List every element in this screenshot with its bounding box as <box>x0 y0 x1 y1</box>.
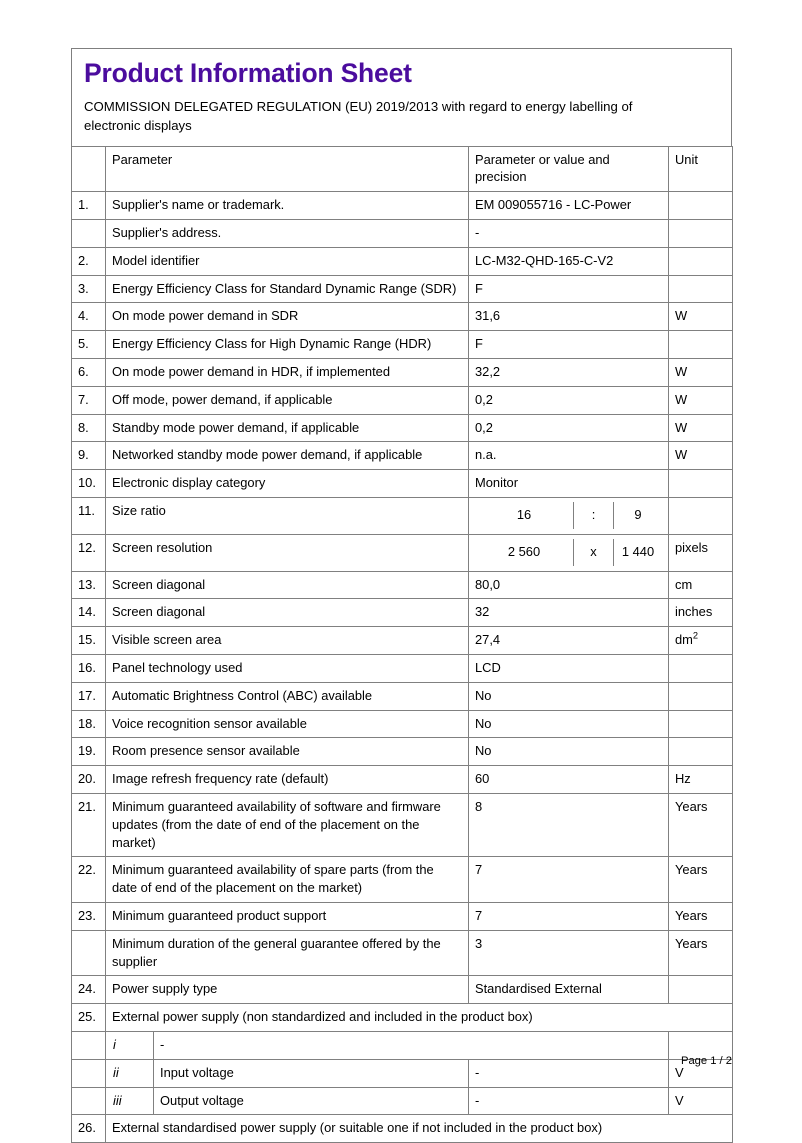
table-row <box>72 857 733 903</box>
row-parameter-label: Voice recognition sensor available <box>106 710 469 738</box>
row-unit <box>669 738 733 766</box>
row-unit <box>669 654 733 682</box>
row-index: 16. <box>72 654 106 682</box>
row-unit: Years <box>669 793 733 856</box>
row-unit: Years <box>669 930 733 976</box>
split-value-second: 1 440 <box>621 543 655 559</box>
row-parameter-label: Energy Efficiency Class for Standard Dynamic Range (SDR) <box>106 275 469 303</box>
row-value: n.a. <box>469 442 669 470</box>
row-parameter-label: Screen resolution <box>106 534 469 571</box>
row-unit <box>669 710 733 738</box>
subrow-unit: V <box>669 1059 733 1087</box>
row-unit: W <box>669 442 733 470</box>
row-parameter-label: Energy Efficiency Class for High Dynamic Range (HDR) <box>106 331 469 359</box>
row-parameter-label: Power supply type <box>106 976 469 1004</box>
row-index: 8. <box>72 414 106 442</box>
table-subrow <box>72 1087 733 1115</box>
subrow-value: - <box>469 1059 669 1087</box>
table-row <box>72 414 733 442</box>
row-unit <box>669 470 733 498</box>
row-unit: inches <box>669 599 733 627</box>
row-parameter-label: On mode power demand in SDR <box>106 303 469 331</box>
row-index: 18. <box>72 710 106 738</box>
table-row <box>72 358 733 386</box>
table-row <box>72 930 733 976</box>
row-unit <box>669 192 733 220</box>
header-index <box>72 146 106 192</box>
row-index: 5. <box>72 331 106 359</box>
row-value: Monitor <box>469 470 669 498</box>
row-value: 31,6 <box>469 303 669 331</box>
table-row <box>72 738 733 766</box>
row-index: 2. <box>72 247 106 275</box>
row-parameter-label: Supplier's name or trademark. <box>106 192 469 220</box>
row-index: 4. <box>72 303 106 331</box>
split-value-second: 9 <box>634 506 642 522</box>
table-body <box>72 146 733 1142</box>
row-index: 7. <box>72 386 106 414</box>
row-unit <box>669 497 733 534</box>
table-row <box>72 682 733 710</box>
row-unit <box>669 976 733 1004</box>
row-parameter-label: Automatic Brightness Control (ABC) available <box>106 682 469 710</box>
row-index: 12. <box>72 534 106 571</box>
row-unit <box>669 682 733 710</box>
row-parameter-label: Off mode, power demand, if applicable <box>106 386 469 414</box>
table-section-row <box>72 1115 733 1143</box>
subrow-value: - <box>469 1087 669 1115</box>
product-information-table <box>71 146 733 1143</box>
row-parameter-label: Model identifier <box>106 247 469 275</box>
table-row <box>72 192 733 220</box>
row-index: 25. <box>72 1004 106 1032</box>
row-index <box>72 220 106 248</box>
table-row <box>72 534 733 571</box>
row-value: 27,4 <box>469 627 669 655</box>
row-unit <box>669 247 733 275</box>
table-row <box>72 331 733 359</box>
row-parameter-label: Standby mode power demand, if applicable <box>106 414 469 442</box>
row-unit: cm <box>669 571 733 599</box>
row-parameter-label: Size ratio <box>106 497 469 534</box>
row-unit: Years <box>669 902 733 930</box>
table-row <box>72 654 733 682</box>
table-row <box>72 902 733 930</box>
row-index: 10. <box>72 470 106 498</box>
row-value: 8 <box>469 793 669 856</box>
row-value: 32 <box>469 599 669 627</box>
row-index: 19. <box>72 738 106 766</box>
row-value: No <box>469 710 669 738</box>
table-row <box>72 793 733 856</box>
header-value: Parameter or value and precision <box>469 146 669 192</box>
table-row <box>72 710 733 738</box>
row-value: 3 <box>469 930 669 976</box>
table-row <box>72 247 733 275</box>
table-row <box>72 627 733 655</box>
row-parameter-label: Supplier's address. <box>106 220 469 248</box>
table-row <box>72 442 733 470</box>
row-parameter-label: Networked standby mode power demand, if applicable <box>106 442 469 470</box>
row-parameter-label: Minimum guaranteed availability of software and firmware updates (from the date of end of the placement on the market) <box>106 793 469 856</box>
subrow-unit: V <box>669 1087 733 1115</box>
subrow-label: - <box>160 1036 165 1052</box>
row-parameter-label: Screen diagonal <box>106 571 469 599</box>
row-index: 22. <box>72 857 106 903</box>
row-parameter-label: Screen diagonal <box>106 599 469 627</box>
row-parameter-label: Room presence sensor available <box>106 738 469 766</box>
row-index: 20. <box>72 766 106 794</box>
split-value-first: 2 560 <box>475 539 574 566</box>
table-row <box>72 976 733 1004</box>
page-title: Product Information Sheet <box>84 58 412 88</box>
row-unit: Hz <box>669 766 733 794</box>
split-value-group <box>475 502 662 529</box>
row-value: 0,2 <box>469 414 669 442</box>
row-value: LCD <box>469 654 669 682</box>
row-value: 0,2 <box>469 386 669 414</box>
page-footer: Page 1 / 2 <box>680 1055 732 1067</box>
table-row <box>72 766 733 794</box>
table-row <box>72 303 733 331</box>
row-index: 17. <box>72 682 106 710</box>
row-unit: W <box>669 358 733 386</box>
row-index: 26. <box>72 1115 106 1143</box>
split-value-separator: : <box>574 502 614 529</box>
row-value: 60 <box>469 766 669 794</box>
row-value: F <box>469 275 669 303</box>
row-value: F <box>469 331 669 359</box>
row-index: 11. <box>72 497 106 534</box>
row-value: Standardised External <box>469 976 669 1004</box>
split-value-group <box>475 539 662 566</box>
table-row <box>72 599 733 627</box>
row-parameter-label: Minimum guaranteed availability of spare parts (from the date of end of the placement on the market) <box>106 857 469 903</box>
row-parameter-label: Minimum guaranteed product support <box>106 902 469 930</box>
row-parameter-label: Image refresh frequency rate (default) <box>106 766 469 794</box>
table-header-row <box>72 146 733 192</box>
row-value: 7 <box>469 857 669 903</box>
table-row <box>72 470 733 498</box>
document-header <box>71 48 732 146</box>
row-index: 21. <box>72 793 106 856</box>
section-title: External standardised power supply (or suitable one if not included in the product box) <box>106 1115 733 1143</box>
row-value: 7 <box>469 902 669 930</box>
header-parameter: Parameter <box>106 146 469 192</box>
row-unit <box>669 220 733 248</box>
row-parameter-label: Minimum duration of the general guarantee offered by the supplier <box>106 930 469 976</box>
row-index: 24. <box>72 976 106 1004</box>
row-parameter-label: Visible screen area <box>106 627 469 655</box>
row-value-split <box>469 534 669 571</box>
row-value: EM 009055716 - LC-Power <box>469 192 669 220</box>
product-information-sheet <box>71 48 732 1143</box>
row-index: 14. <box>72 599 106 627</box>
row-value: LC-M32-QHD-165-C-V2 <box>469 247 669 275</box>
row-unit <box>669 275 733 303</box>
row-unit: W <box>669 386 733 414</box>
row-parameter-label: Electronic display category <box>106 470 469 498</box>
row-index: 23. <box>72 902 106 930</box>
row-index <box>72 930 106 976</box>
row-value: 80,0 <box>469 571 669 599</box>
table-section-row <box>72 1004 733 1032</box>
row-unit: $dm^2$ <box>669 627 733 655</box>
subrow-content <box>106 1087 469 1115</box>
row-index: 15. <box>72 627 106 655</box>
row-unit: Years <box>669 857 733 903</box>
row-value: 32,2 <box>469 358 669 386</box>
row-index: 13. <box>72 571 106 599</box>
row-parameter-label: Panel technology used <box>106 654 469 682</box>
table-row <box>72 275 733 303</box>
row-parameter-label: On mode power demand in HDR, if implemented <box>106 358 469 386</box>
regulation-subtitle: COMMISSION DELEGATED REGULATION (EU) 2019/2013 with regard to energy labelling of electronic displays <box>84 99 633 133</box>
subrow-label: Input voltage <box>160 1064 234 1080</box>
row-index: 1. <box>72 192 106 220</box>
subrow-group <box>106 1088 468 1115</box>
row-unit <box>669 331 733 359</box>
row-index: 3. <box>72 275 106 303</box>
split-value-separator: x <box>574 539 614 566</box>
row-value: - <box>469 220 669 248</box>
row-index: 6. <box>72 358 106 386</box>
row-value: No <box>469 738 669 766</box>
table-row <box>72 497 733 534</box>
row-unit: W <box>669 414 733 442</box>
split-value-first: 16 <box>475 502 574 529</box>
row-index <box>72 1087 106 1115</box>
subrow-roman-numeral: i <box>106 1032 154 1059</box>
row-unit: pixels <box>669 534 733 571</box>
subrow-label: Output voltage <box>160 1092 244 1108</box>
row-value: No <box>469 682 669 710</box>
section-title: External power supply (non standardized and included in the product box) <box>106 1004 733 1032</box>
subrow-roman-numeral: iii <box>106 1088 154 1115</box>
table-row <box>72 386 733 414</box>
table-row <box>72 220 733 248</box>
row-unit: W <box>669 303 733 331</box>
table-row <box>72 571 733 599</box>
row-index: 9. <box>72 442 106 470</box>
subrow-roman-numeral: ii <box>106 1060 154 1087</box>
header-unit: Unit <box>669 146 733 192</box>
row-value-split <box>469 497 669 534</box>
